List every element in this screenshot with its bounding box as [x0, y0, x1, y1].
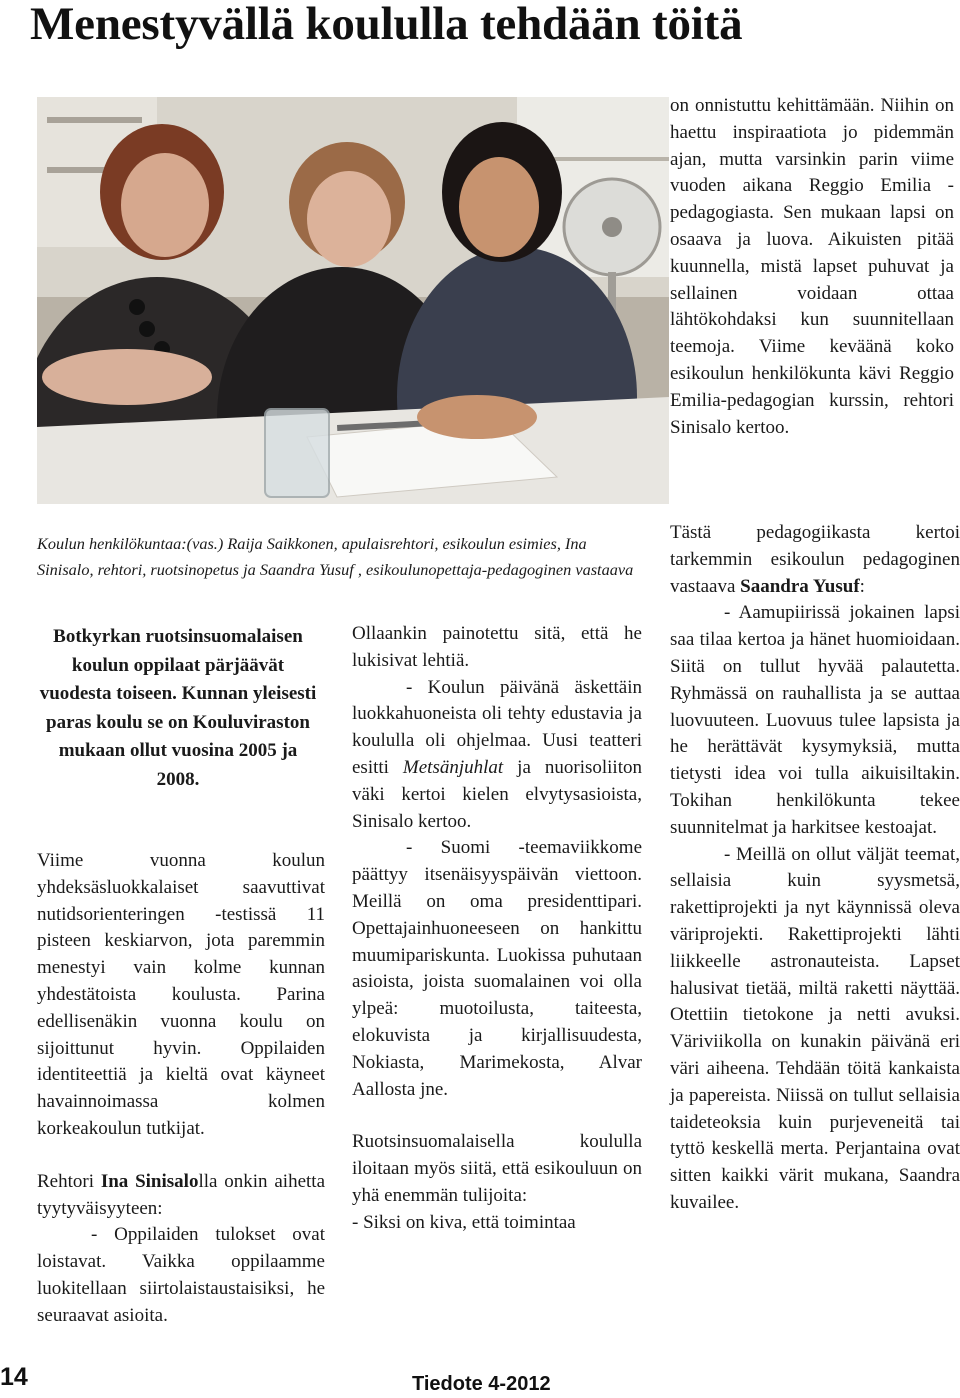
photo-caption: Koulun henkilökuntaa:(vas.) Raija Saikkonen, apulaisrehtori, esikoulun esimies, Ina Sinisalo, rehtori, ruotsinopetus ja Saandra Yusuf , esikoulunopettaja-pedagoginen vastaava	[37, 534, 634, 579]
right-paragraph-2: - Aamupiirissä jokainen lapsi saa tilaa kertoa ja hänet huomioidaan. Siitä on tullut hyvää palautetta. Ryhmässä on rauhallista ja se auttaa luovuuteen. Luovuus tulee lapsista ja he herättävät kysymyksiä, mutta tietysti idea voi tulla aikuisiltakin. Tokihan henkilökunta tekee suunnitelmat ja harkitsee kestoajat.	[670, 602, 960, 838]
right-column	[670, 520, 960, 1217]
play-title: Metsänjuhlat	[402, 756, 504, 778]
mid-paragraph-2	[352, 675, 642, 836]
pedagogue-name: Saandra Yusuf	[740, 575, 860, 597]
headline: Menestyvällä koululla tehdään töitä	[30, 0, 743, 50]
middle-column	[352, 621, 642, 1237]
left-paragraph-2	[37, 1169, 325, 1223]
page-number: 14	[0, 1363, 28, 1391]
left-column	[37, 848, 325, 1330]
article-lead: Botkyrkan ruotsinsuomalaisen koulun oppilaat pärjäävät vuodesta toiseen. Kunnan yleisesti paras koulu se on Kouluviraston mukaan ollut vuosina 2005 ja 2008.	[39, 626, 317, 790]
issue-label: Tiedote 4-2012	[412, 1373, 551, 1395]
right-paragraph-1	[670, 520, 960, 600]
principal-name: Ina Sinisalo	[100, 1170, 199, 1192]
photo-three-women-icon	[37, 97, 669, 504]
mid-paragraph-1: Ollaankin painotettu sitä, että he lukisivat lehtiä.	[352, 623, 642, 671]
left-p2-pre: Rehtori	[37, 1170, 101, 1192]
mid-paragraph-5: - Siksi on kiva, että toimintaa	[352, 1211, 576, 1233]
top-right-paragraph: on onnistuttu kehittämään. Niihin on haettu inspiraatiota jo pidemmän ajan, mutta varsinkin parin viime vuoden aikana Reggio Emilia -pedagogiasta. Sen mukaan lapsi on osaava ja luova. Aikuisten pitää kuunnella, mistä lapset puhuvat ja sellainen voidaan ottaa lähtökohdaksi kun suunnitellaan teemoja. Viime keväänä koko esikoulun henkilökunta kävi Reggio Emilia-pedagogian kurssin, rehtori Sinisalo kertoo.	[670, 95, 954, 438]
mid-p2-pre: - Koulun päivänä äskettäin luokkahuoneista oli tehty edustavia ja koululla oli ohjelmaa. Uusi teatteri esitti	[352, 676, 642, 778]
top-right-column	[670, 93, 954, 441]
right-p1-pre: Tästä pedagogiikasta kertoi tarkemmin esikoulun pedagoginen vastaava	[670, 522, 960, 597]
mid-paragraph-3: - Suomi -teemaviikkome päättyy itsenäisyyspäivän viettoon. Meillä on oma presidenttipari. Opettajainhuoneeseen on hankittu muumipariskunta. Luokissa puhutaan asioista, joista suomalainen voi olla ylpeä: muotoilusta, taiteesta, elokuvista ja kirjallisuudesta, Nokiasta, Marimekosta, Alvar Aallosta jne.	[352, 837, 642, 1100]
left-paragraph-3: - Oppilaiden tulokset ovat loistavat. Vaikka oppilaamme luokitellaan siirtolaistaustaisiksi, he seuraavat asioita.	[37, 1224, 325, 1326]
left-paragraph-1: Viime vuonna koulun yhdeksäsluokkalaiset saavuttivat nutidsorienteringen -testissä 11 pisteen keskiarvon, jota paremmin menestyi vain kolme kunnan yhdestätoista koulusta. Parina edellisenäkin vuonna koulu on sijoittunut hyvin. Oppilaiden identiteettiä ja kieltä ovat käyneet havainnoimassa kolmen korkeakoulun tutkijat.	[37, 850, 325, 1139]
article-photo	[37, 97, 669, 504]
left-p2-post: lla onkin aihetta tyytyväisyyteen:	[37, 1170, 326, 1219]
right-paragraph-3: - Meillä on ollut väljät teemat, sellaisia kuin syysmetsä, rakettiprojekti ja nyt käynnissä oleva väriprojekti. Rakettiprojekti lähti liikkeelle astronauteista. Lapset halusivat tietää, miltä raketti näyttää. Otettiin tietokone ja netti avuksi. Väriviikolla on kunakin päivänä eri väri aiheena. Tehdään töitä kankaista ja papereista. Niissä on tullut sellaisia taideteoksia kuin purjeveneitä tai tyttö keskellä merta. Perjantaina ovat sitten kaikki värit mukana, Saandra kuvailee.	[670, 843, 960, 1213]
mid-p2-post: ja nuorisoliiton väki kertoi kielen elvytysasioista, Sinisalo kertoo.	[352, 756, 642, 832]
right-p1-post: :	[859, 575, 865, 597]
mid-paragraph-4: Ruotsinsuomalaisella koululla iloitaan myös siitä, että esikouluun on yhä enemmän tulijoita:	[352, 1131, 642, 1206]
